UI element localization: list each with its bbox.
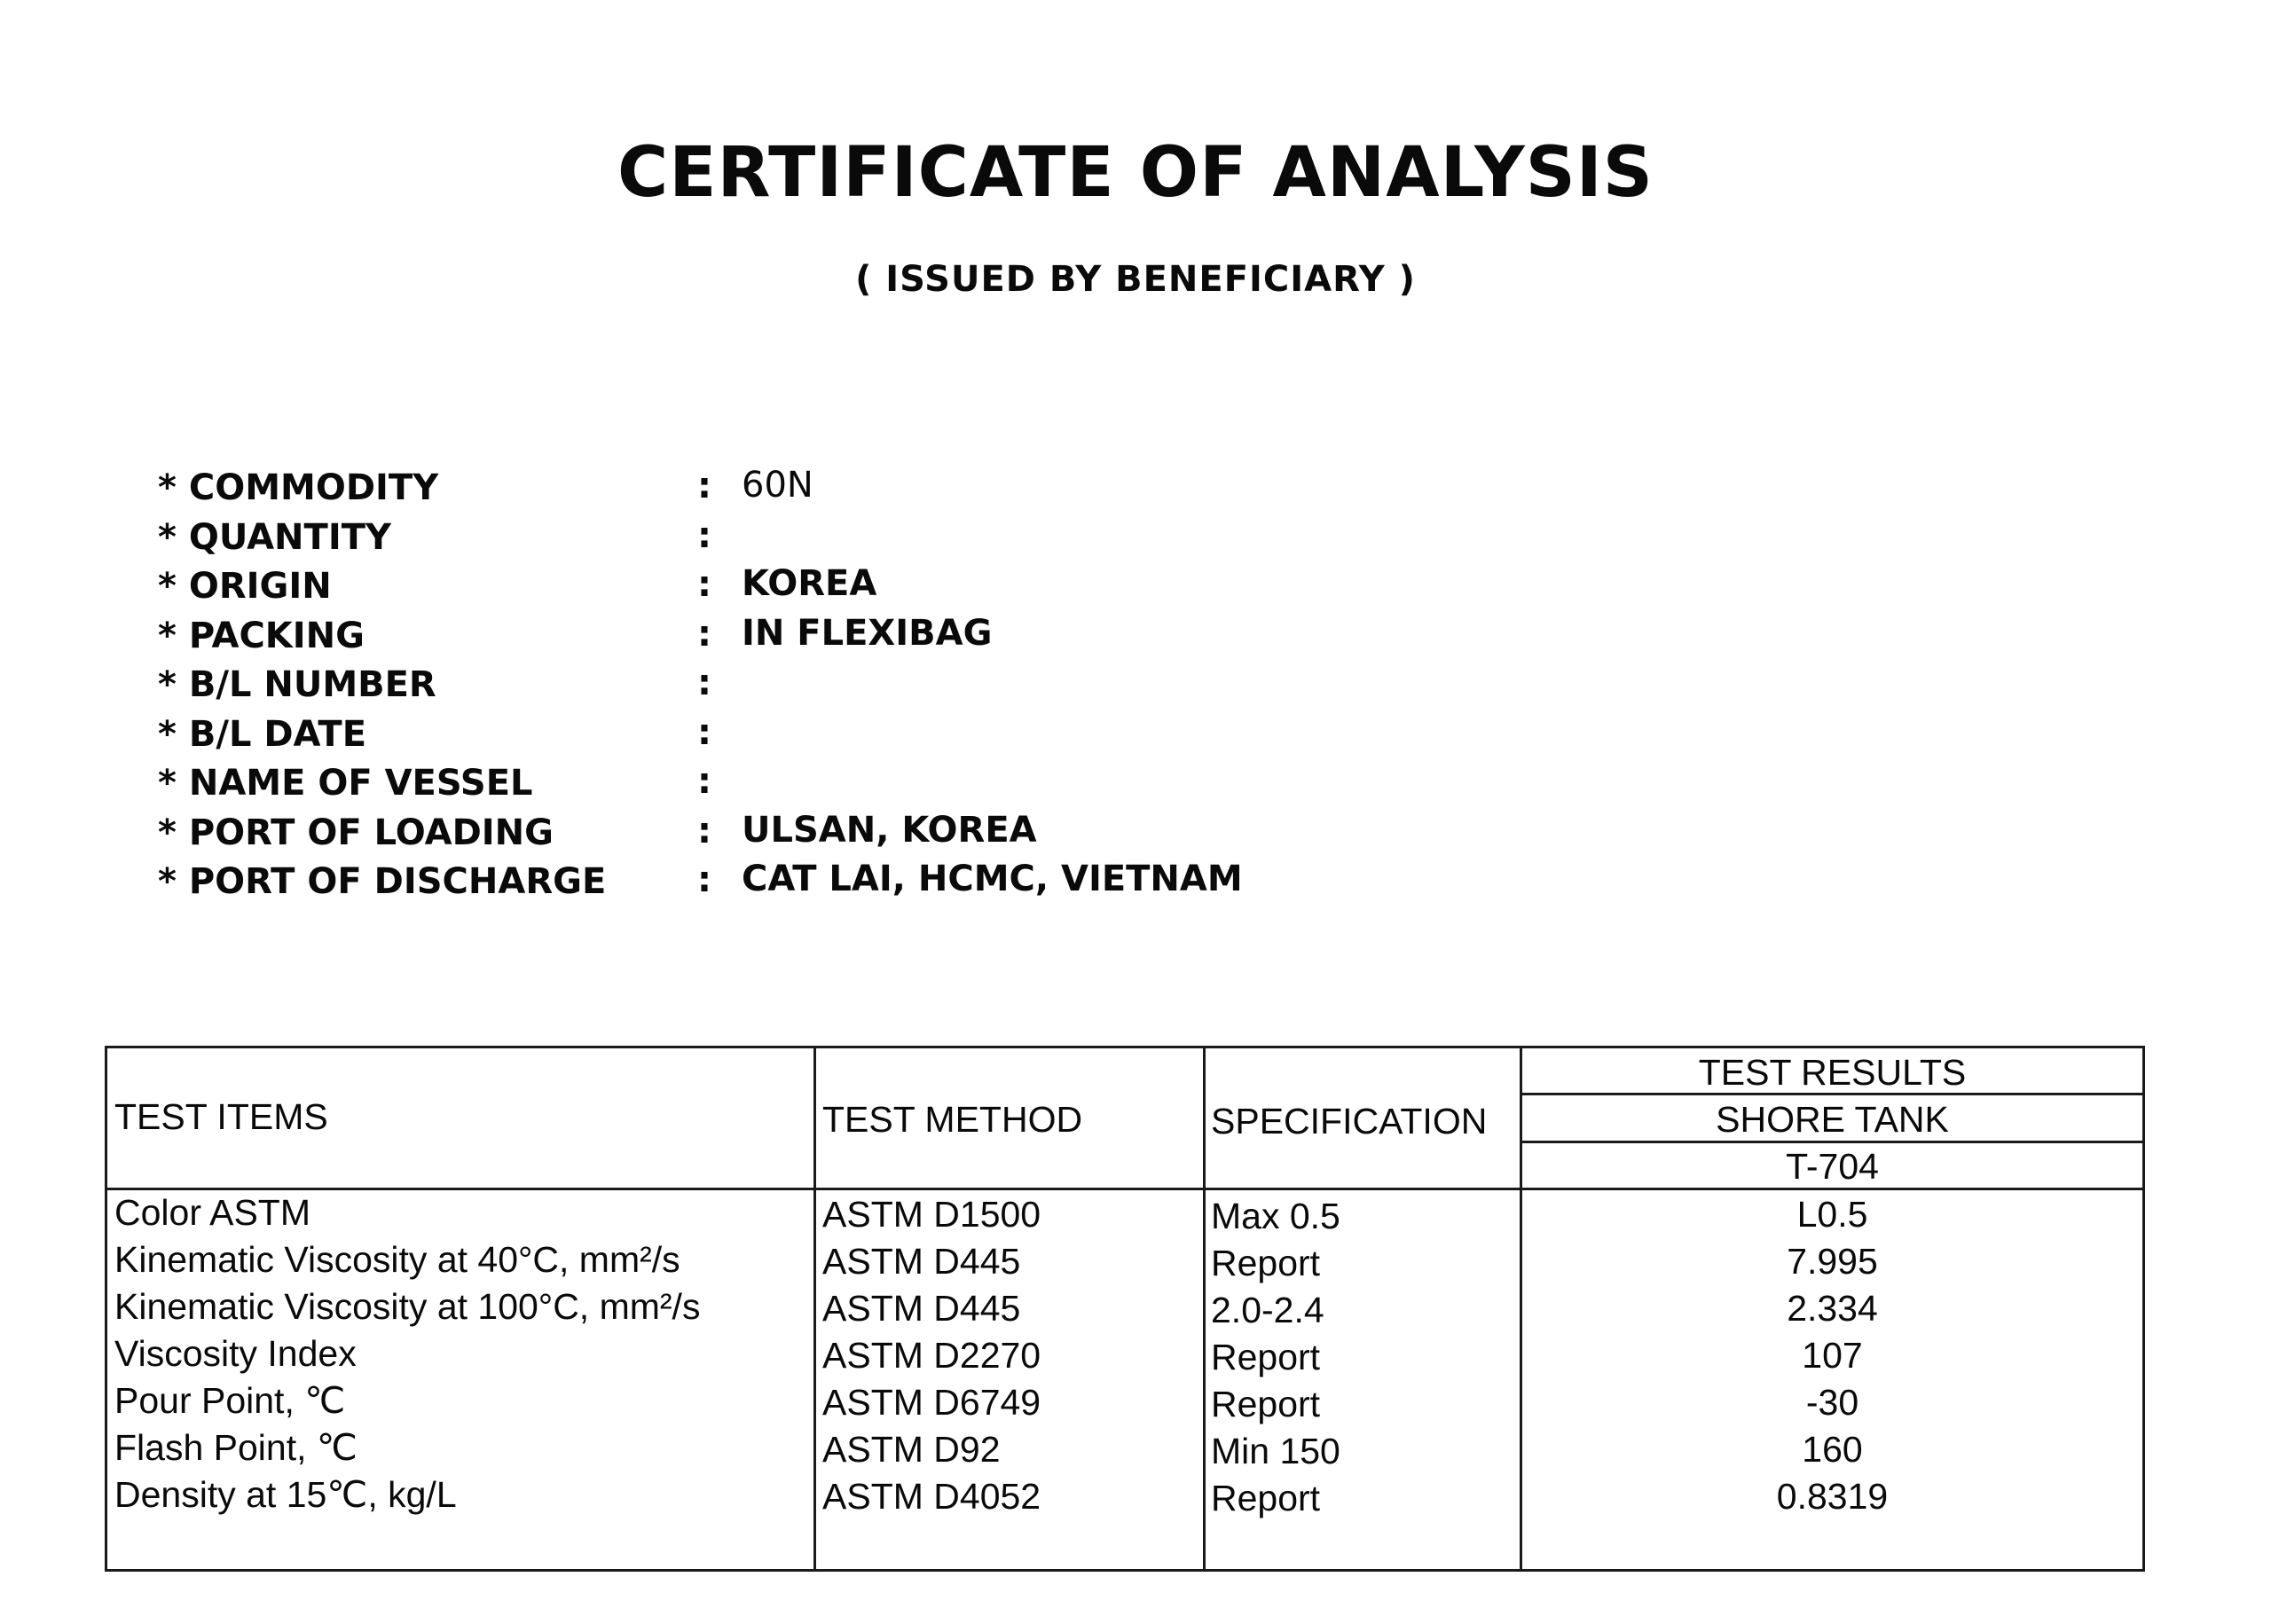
header-divider <box>107 1188 2142 1190</box>
row-divider <box>1520 1141 2142 1143</box>
column-divider <box>1203 1048 1206 1569</box>
row-method: ASTM D92 <box>822 1429 1001 1470</box>
field-value: ULSAN, KOREA <box>742 809 1037 851</box>
field-colon: : <box>697 613 711 655</box>
header-specification: SPECIFICATION <box>1211 1101 1488 1142</box>
document-title: CERTIFICATE OF ANALYSIS <box>617 133 1654 213</box>
row-result: -30 <box>1805 1382 1859 1423</box>
column-divider <box>813 1048 816 1569</box>
test-results-table <box>105 1046 2145 1572</box>
field-label: * COMMODITY <box>158 467 439 508</box>
row-result: L0.5 <box>1796 1194 1868 1235</box>
row-method: ASTM D445 <box>822 1288 1021 1329</box>
field-colon: : <box>697 466 711 506</box>
row-spec: Report <box>1211 1384 1321 1424</box>
row-spec: Min 150 <box>1211 1431 1340 1471</box>
field-label: * PORT OF LOADING <box>158 812 554 853</box>
field-colon: : <box>697 711 711 753</box>
field-bl-date <box>158 711 1577 764</box>
row-spec: Max 0.5 <box>1211 1196 1340 1236</box>
row-spec: 2.0-2.4 <box>1211 1290 1324 1330</box>
row-item: Flash Point, ℃ <box>114 1427 358 1468</box>
row-item: Color ASTM <box>114 1192 310 1233</box>
row-divider <box>1520 1093 2142 1095</box>
field-value: 60N <box>742 465 813 506</box>
field-colon: : <box>697 810 711 851</box>
field-bl-number <box>158 664 1577 714</box>
header-test-method: TEST METHOD <box>822 1099 1083 1140</box>
row-spec: Report <box>1211 1243 1321 1283</box>
header-test-results: TEST RESULTS <box>1698 1052 1967 1093</box>
field-label: * QUANTITY <box>158 516 391 558</box>
field-value: KOREA <box>742 563 877 604</box>
row-method: ASTM D1500 <box>822 1194 1041 1235</box>
field-colon: : <box>697 564 711 605</box>
row-result: 0.8319 <box>1776 1476 1889 1517</box>
row-result: 7.995 <box>1787 1241 1878 1282</box>
field-commodity <box>158 467 1577 517</box>
field-quantity <box>158 514 1577 567</box>
row-method: ASTM D4052 <box>822 1476 1041 1517</box>
row-method: ASTM D2270 <box>822 1335 1041 1376</box>
row-item: Kinematic Viscosity at 100°C, mm²/s <box>114 1286 701 1327</box>
field-vessel-name <box>158 763 1577 812</box>
document-subtitle: ( ISSUED BY BENEFICIARY ) <box>855 259 1416 300</box>
field-label: * B/L DATE <box>158 713 367 755</box>
row-method: ASTM D445 <box>822 1241 1021 1282</box>
row-result: 160 <box>1802 1429 1863 1470</box>
row-result: 107 <box>1802 1335 1863 1376</box>
field-label: * NAME OF VESSEL <box>158 763 533 804</box>
row-item: Viscosity Index <box>114 1333 357 1374</box>
field-colon: : <box>697 663 711 703</box>
row-result: 2.334 <box>1787 1288 1878 1329</box>
row-item: Kinematic Viscosity at 40°C, mm²/s <box>114 1239 680 1280</box>
field-colon: : <box>697 859 711 900</box>
field-colon: : <box>697 761 711 802</box>
header-tank-number: T-704 <box>1786 1146 1879 1187</box>
field-port-of-loading <box>158 809 1577 862</box>
field-label: * B/L NUMBER <box>158 664 436 705</box>
row-item: Pour Point, ℃ <box>114 1380 346 1421</box>
row-item: Density at 15℃, kg/L <box>114 1474 457 1515</box>
header-shore-tank: SHORE TANK <box>1716 1099 1949 1140</box>
shipment-details <box>158 467 1577 911</box>
field-label: * PORT OF DISCHARGE <box>158 861 607 902</box>
row-method: ASTM D6749 <box>822 1382 1041 1423</box>
field-origin <box>158 563 1577 616</box>
field-value: IN FLEXIBAG <box>742 612 993 654</box>
field-label: * ORIGIN <box>158 566 332 607</box>
field-label: * PACKING <box>158 615 365 656</box>
field-colon: : <box>697 514 711 556</box>
row-spec: Report <box>1211 1478 1321 1518</box>
row-spec: Report <box>1211 1337 1321 1377</box>
field-packing <box>158 612 1577 665</box>
header-test-items: TEST ITEMS <box>114 1096 328 1137</box>
field-port-of-discharge <box>158 861 1577 911</box>
field-value: CAT LAI, HCMC, VIETNAM <box>742 859 1243 899</box>
